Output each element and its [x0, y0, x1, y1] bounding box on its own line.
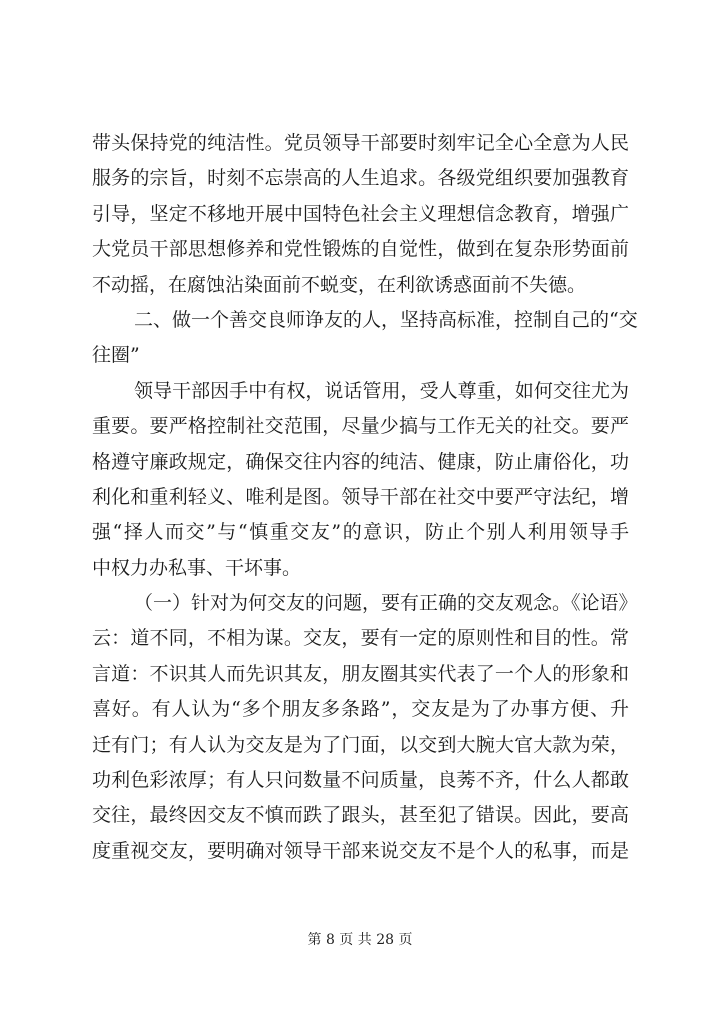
text-line: 格遵守廉政规定，确保交往内容的纯洁、健康，防止庸俗化，功: [92, 450, 629, 473]
section-heading-line: 往圈”: [92, 344, 140, 367]
text-line: 喜好。有人认为“多个朋友多条路”，交友是为了办事方便、升: [92, 698, 629, 721]
text-line: 领导干部因手中有权，说话管用，受人尊重，如何交往尤为: [134, 379, 629, 402]
text-line: 言道：不识其人而先识其友，朋友圈其实代表了一个人的形象和: [92, 662, 629, 685]
text-line: 带头保持党的纯洁性。党员领导干部要时刻牢记全心全意为人民: [92, 132, 629, 154]
page-number-footer: 第 8 页 共 28 页: [307, 932, 413, 948]
text-line: 利化和重利轻义、唯利是图。领导干部在社交中要严守法纪，增: [92, 485, 629, 508]
text-line: 功利色彩浓厚；有人只问数量不问质量，良莠不齐，什么人都敢: [92, 769, 629, 792]
text-line: 大党员干部思想修养和党性锻炼的自觉性，做到在复杂形势面前: [92, 238, 629, 261]
text-line: 迁有门；有人认为交友是为了门面，以交到大腕大官大款为荣，: [92, 733, 629, 756]
text-line: 云：道不同，不相为谋。交友，要有一定的原则性和目的性。常: [92, 627, 629, 650]
document-body: [92, 126, 638, 869]
text-line: 引导，坚定不移地开展中国特色社会主义理想信念教育，增强广: [92, 202, 629, 225]
text-line: 服务的宗旨，时刻不忘崇高的人生追求。各级党组织要加强教育: [92, 167, 629, 190]
text-line: 重要。要严格控制社交范围，尽量少搞与工作无关的社交。要严: [92, 415, 629, 438]
text-line: 不动摇，在腐蚀沾染面前不蜕变，在利欲诱惑面前不失德。: [92, 273, 587, 296]
text-line: 强“择人而交”与“慎重交友”的意识，防止个别人利用领导手: [92, 521, 629, 544]
text-line: 度重视交友，要明确对领导干部来说交友不是个人的私事，而是: [92, 839, 629, 862]
subsection-heading-line: （一）针对为何交友的问题，要有正确的交友观念。《论语》: [134, 592, 638, 615]
text-line: 交往，最终因交友不慎而跌了跟头，甚至犯了错误。因此，要高: [92, 804, 629, 827]
section-heading-line: 二、做一个善交良师诤友的人，坚持高标准，控制自己的“交: [134, 308, 638, 331]
text-line: 中权力办私事、干坏事。: [92, 556, 302, 579]
